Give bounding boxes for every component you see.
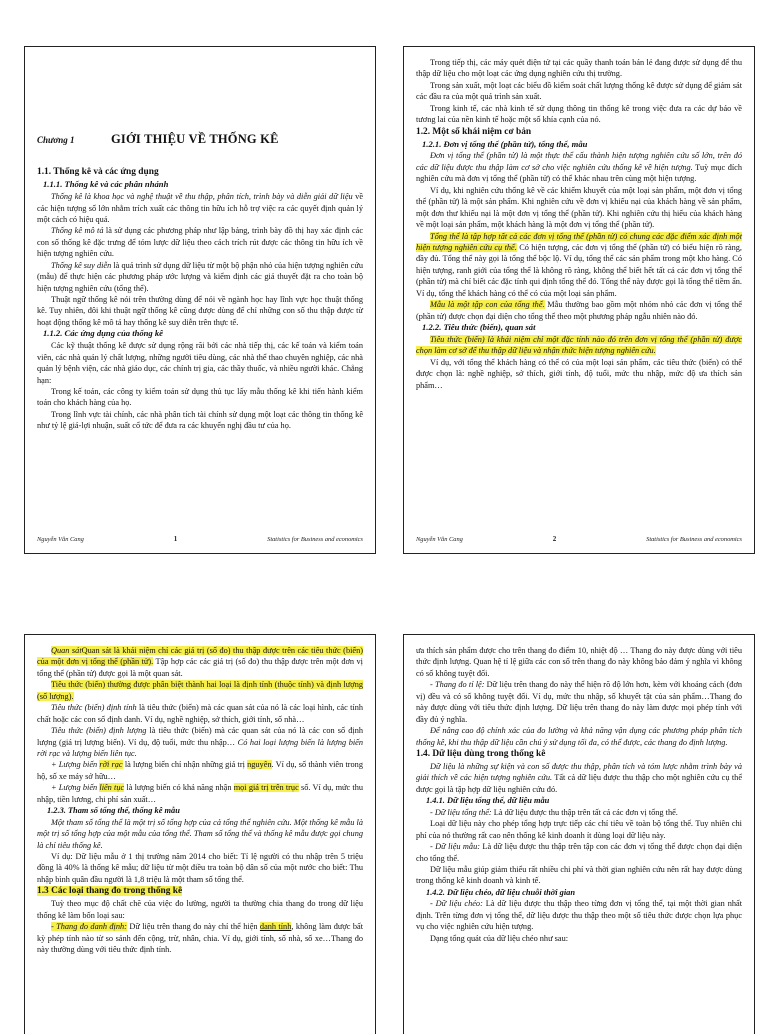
chapter-title: GIỚI THIỆU VỀ THỐNG KÊ: [111, 132, 279, 146]
term: - Thang đo tỉ lệ:: [430, 680, 485, 690]
paragraph: Trong lĩnh vực tài chính, các nhà phân tích tài chính sử dụng một loạt các thông tin thống kê như tỷ lệ giá-lợi nhuận, suất cổ tức để đưa ra các khuyến nghị đầu tư của họ.: [37, 409, 363, 431]
paragraph: - Thang đo tỉ lệ: Dữ liệu trên thang đo này thể hiện rõ độ lớn hơn, kèm với khoảng cách (đơn vị) đều và có số không tuyệt đối. Ví dụ, mức thu nhập, số khuyết tật của sản phẩm…Thang đo này được dùng với tiêu thức định lượng. Dữ liệu trên thang đo này làm được mọi phép tính với đầy đủ ý nghĩa.: [416, 680, 742, 724]
paragraph: Một tham số tổng thể là một trị số tổng hợp của cả tổng thể nghiên cứu. Một thống kê mẫu là một trị số tổng hợp của một mẫu của tổng thể. Tham số tổng thể và thống kê mẫu được gọi chung là chỉ tiêu thống kê.: [37, 817, 363, 850]
paragraph: Tổng thể là tập hợp tất cả các đơn vị tổng thể (phần tử) có chung các đặc điểm xác định một hiện tượng nghiên cứu cụ thể. Có hiện tượng, các đơn vị tổng thể (phần tử) có biểu hiện rõ ràng, đầy đủ. Tổng thể này gọi là tổng thể bộc lộ. Ví dụ, tổng thể các sản phẩm trong một kho hàng. Có hiện tượng, ranh giới của tổng thể là không rõ ràng, không thể biết hết tất cả các đơn vị tổng thể (phần tử) mà chỉ biết các đặc tính qui định tổng thể đó. Tổng thể này được gọi là tổng thể tiềm ẩn. Ví dụ, tổng thể khách hàng có thể có của một loại sản phẩm.: [416, 231, 742, 298]
paragraph: [416, 334, 742, 357]
paragraph: Các kỹ thuật thống kê được sử dụng rộng rãi bởi các nhà tiếp thị, các kế toán và kiểm toán viên, các nhà quản lý chất lượng, những người tiêu dùng, các nhà thể thao chuyên nghiệp, các nhà quản lý bệnh viện, các nhà giáo dục, các chính trị gia, các thầy thuốc, và nhiều người khác. Chẳng hạn:: [37, 341, 363, 385]
paragraph: Dạng tổng quát của dữ liệu chéo như sau:: [430, 933, 569, 943]
document-page-2: [403, 46, 755, 554]
page-footer: [37, 535, 363, 543]
highlighted-text: Quan sát là khái niệm chỉ các giá trị (số đo) thu thập được trên các tiêu thức (biến) của một đơn vị tổng thể (phần tử).: [37, 646, 363, 667]
term: Tiêu thức (biến) định tính: [51, 703, 137, 713]
paragraph: - Dữ liệu mẫu: Là dữ liệu được thu thập trên tập con các đơn vị tổng thể được chọn đại diện cho tổng thể.: [416, 842, 742, 863]
section-heading-1-1: 1.1. Thống kê và các ứng dụng: [37, 167, 159, 178]
footer-author: Nguyễn Văn Cang: [416, 535, 463, 543]
footer-author: Nguyễn Văn Cang: [37, 535, 84, 543]
page-number: 2: [552, 535, 557, 543]
chapter-number: Chương 1: [37, 135, 75, 145]
section-heading-1-2: 1.2. Một số khái niệm cơ bản: [416, 126, 532, 137]
section-heading-1-3: 1.3 Các loại thang đo trong thống kê: [37, 886, 183, 897]
term: - Dữ liệu tổng thể:: [430, 807, 492, 817]
paragraph: Loại dữ liệu này cho phép tổng hợp trực tiếp các chỉ tiêu về toàn bộ tổng thể. Tuy nhiên chi phí của nó thường rất cao nên thống kê kinh doanh ít dùng loại dữ liệu này.: [416, 819, 742, 840]
paragraph: Thuật ngữ thống kê nói trên thường dùng để nói về ngành học hay lĩnh vực học thuật thống kê. Tuy nhiên, đôi khi thuật ngữ thống kê cũng được dùng để chỉ những con số thu thập được từ hoạt động thống kê mô tả hay thống kê suy diễn trên thực tế.: [37, 295, 363, 327]
highlighted-term: rời rạc: [99, 760, 123, 770]
paragraph: Đơn vị tổng thể (phần tử) là một thực thể cấu thành hiện tượng nghiên cứu số lớn, trên đó các dữ liệu được thu thập làm cơ sở cho việc nghiên cứu thống kê về hiện tượng. Tuỳ mục đích nghiên cứu mà đơn vị tổng thể (phần tử) có thể khác nhau trên cùng một hiện tượng.: [416, 151, 742, 184]
section-heading-1-4: 1.4. Dữ liệu dùng trong thống kê: [416, 748, 546, 759]
subsection-heading-1-4-2: 1.4.2. Dữ liệu chéo, dữ liệu chuỗi thời gian: [426, 887, 576, 897]
paragraph: Ví dụ: Dữ liệu mẫu ở 1 thị trường năm 2014 cho biết: Tỉ lệ người có thu nhập trên 5 triệu đồng là 40% là thống kê mẫu; dữ liệu từ một điều tra toàn bộ dân số của một nước cho biết: Thu nhập bình quân đầu người là 1,8 triệu là một tham số tổng thể.: [37, 852, 363, 884]
term: Quan sát: [51, 646, 82, 655]
paragraph: Dữ liệu mẫu giúp giảm thiểu rất nhiều chi phí và thời gian nghiên cứu nên rất hay được dùng trong thống kê kinh doanh và kinh tế.: [416, 865, 742, 886]
paragraph: Để nâng cao độ chính xác của đo lường và khả năng vận dụng các phương pháp phân tích thống kê, khi thu thập dữ liệu cần chú ý sử dụng tối đa, có thể được, các thang đo định lượng.: [416, 726, 742, 747]
highlighted-definition: [51, 646, 82, 655]
subsection-heading-1-2-1: 1.2.1. Đơn vị tổng thể (phần tử), tổng thể, mẫu: [422, 138, 588, 149]
highlighted-term: danh tính: [259, 922, 292, 932]
paragraph: + Lượng biến rời rạc là lượng biến chỉ nhận những giá trị nguyên. Ví dụ, số thành viên trong hộ, số xe máy sở hữu…: [37, 760, 363, 781]
subsection-heading-1-1-2: 1.1.2. Các ứng dụng của thống kê: [43, 328, 163, 339]
highlighted-term: - Thang đo danh định:: [51, 922, 127, 932]
subsection-heading-1-4-1: 1.4.1. Dữ liệu tổng thể, dữ liệu mẫu: [426, 796, 550, 806]
chapter-heading: [37, 131, 363, 148]
paragraph: Dữ liệu là những sự kiện và con số được thu thập, phân tích và tóm lược nhằm trình bày và giải thích về các hiện tượng nghiên cứu. Tất cả dữ liệu được thu thập cho một nghiên cứu cụ thể được gọi là tập hợp dữ liệu nghiên cứu đó.: [416, 761, 742, 794]
paragraph: Trong kinh tế, các nhà kinh tế sử dụng thông tin thống kê trong việc đưa ra các dự báo về tương lai của nền kinh tế hoặc một số khía cạnh của nó.: [416, 103, 742, 125]
term: - Dữ liệu chéo:: [430, 899, 483, 909]
highlighted-term: nguyên: [247, 760, 272, 770]
paragraph: Trong sản xuất, một loạt các biểu đồ kiểm soát chất lượng thống kê được sử dụng để giám sát các đầu ra của một quá trình sản xuất.: [416, 80, 742, 102]
definition-text: Thống kê là khoa học và nghệ thuật về thu thập, phân tích, trình bày và diễn giải dữ liệu: [51, 192, 353, 202]
definition-text: Đơn vị tổng thể (phần tử) là một thực thể cấu thành hiện tượng nghiên cứu số lớn, trên đó các dữ liệu được thu thập làm cơ sở cho việc nghiên cứu thống kê về hiện tượng.: [416, 151, 742, 172]
paragraph: Ví dụ, với tổng thể khách hàng có thể có của một loại sản phẩm, các tiêu thức (biến) có thể được chọn là: nghề nghiệp, sở thích, giới tính, độ tuổi, mức thu nhập, mức độ ưa thích sản phẩm…: [416, 357, 742, 390]
paragraph: ưa thích sản phẩm được cho trên thang đo điểm 10, nhiệt độ … Thang đo này được dùng với tiêu thức định lượng. Quan hệ tỉ lệ giữa các con số trên thang đo này không bảo đảm ý nghĩa vì không có số không tuyệt đối.: [416, 646, 742, 678]
highlighted-term: mọi giá trị trên trục: [233, 783, 299, 793]
page-1-body: [37, 57, 363, 432]
footer-book-title: Statistics for Business and economics: [267, 535, 363, 543]
paragraph: + Lượng biến liên tục là lượng biến có khả năng nhận mọi giá trị trên trục số. Ví dụ, mức thu nhập, tiền lương, chi phí sản xuất…: [37, 783, 364, 804]
paragraph: Ví dụ, khi nghiên cứu thống kê về các khiếm khuyết của một loại sản phẩm, một đơn vị tổng thể (phần tử) là một sản phẩm. Khi nghiên cứu về đơn vị khiếu nại của khách hàng về sản phẩm, một đơn thư khiếu nại là một đơn vị tổng thể (phần tử). Khi nghiên cứu thị hiếu của khách hàng về một loại sản phẩm, một khách hàng là một đơn vị tổng thể (phần tử).: [416, 185, 742, 230]
highlighted-definition: Mẫu là một tập con của tổng thể.: [430, 300, 545, 310]
paragraph: - Dữ liệu tổng thể: Là dữ liệu được thu thập trên tất cả các đơn vị tổng thể.: [430, 807, 678, 817]
paragraph: Trong kế toán, các công ty kiểm toán sử dụng thủ tục lấy mẫu thống kê khi tiến hành kiểm toán cho khách hàng của họ.: [37, 386, 363, 408]
definition-text: Dữ liệu là những sự kiện và con số được thu thập, phân tích và tóm lược nhằm trình bày và giải thích về các hiện tượng nghiên cứu.: [416, 761, 742, 783]
document-page-1: [24, 46, 376, 554]
document-page-4: [403, 634, 755, 1034]
subsection-heading-1-1-1: 1.1.1. Thống kê và các phân nhánh: [43, 179, 169, 190]
term: Thống kê mô tả: [51, 226, 104, 236]
page-4-body: [416, 645, 742, 944]
paragraph: Tuỳ theo mục độ chất chẽ của việc đo lường, người ta thường chia thang đo trong dữ liệu thống kê làm bốn loại sau:: [37, 899, 363, 920]
document-page-3: [24, 634, 376, 1034]
highlighted-definition: Tổng thể là tập hợp tất cả các đơn vị tổng thể (phần tử) có chung các đặc điểm xác định một hiện tượng nghiên cứu cụ thể.: [416, 231, 742, 252]
page-3-body: [37, 645, 363, 956]
term: Tiêu thức (biến) định lượng: [51, 726, 147, 736]
subsection-heading-1-2-2: 1.2.2. Tiêu thức (biến), quan sát: [422, 322, 536, 333]
page-2-body: [416, 57, 742, 391]
paragraph: Thống kê là khoa học và nghệ thuật về thu thập, phân tích, trình bày và diễn giải dữ liệu về các hiện tượng số lớn nhằm trích xuất các thông tin hữu ích hỗ trợ việc ra các quyết định quản lý một cách có hiệu quả.: [37, 192, 363, 224]
paragraph: Mẫu là một tập con của tổng thể. Mẫu thường bao gồm một nhóm nhỏ các đơn vị tổng thể (phần tử) được chọn đại diện cho tổng thể theo một phương pháp ngẫu nhiên nào đó.: [416, 300, 742, 321]
paragraph: [37, 679, 363, 702]
paragraph: Thống kê suy diễn là quá trình sử dụng dữ liệu từ một bộ phận nhỏ của hiện tượng nghiên cứu (mẫu) để thực hiện các phương pháp ước lượng và kiểm định các giả thuyết đặt ra cho toàn bộ hiện tượng nghiên cứu (tổng thể).: [37, 260, 364, 293]
highlighted-term: liên tục: [99, 783, 125, 793]
footer-book-title: Statistics for Business and economics: [646, 535, 742, 543]
term: - Dữ liệu mẫu:: [430, 842, 480, 852]
page-number: 1: [173, 535, 178, 543]
paragraph: Thống kê mô tả là sử dụng các phương pháp như lập bảng, trình bày đồ thị hay xác định các con số thống kê đặc trưng để tóm lược dữ liệu theo cách trích rút được các thông tin hữu ích về hiện tượng nghiên cứu.: [37, 226, 363, 259]
paragraph: Tiêu thức (biến) định tính là tiêu thức (biến) mà các quan sát của nó là các loại hình, các tính chất hoặc các con số định danh. Ví dụ, nghề nghiệp, sở thích, giới tính, số nhà…: [37, 703, 363, 724]
term: Thống kê suy diễn: [51, 260, 112, 270]
paragraph: - Thang đo danh định: Dữ liệu trên thang đo này chỉ thể hiện danh tính, không làm được bất kỳ phép tính nào từ so sánh đến cộng, trừ, nhân, chia. Ví dụ, giới tính, số nhà, số xe…Thang đo này thường dùng với tiêu thức định tính.: [37, 922, 364, 955]
highlighted-definition: Tiêu thức (biến) là khái niệm chỉ một đặc tính nào đó trên đơn vị tổng thể (phần tử) được chọn làm cơ sở để thu thập dữ liệu và nhận thức hiện tượng nghiên cứu.: [416, 334, 742, 356]
page-footer: [416, 535, 742, 543]
paragraph: Trong tiếp thị, các máy quét điện tử tại các quầy thanh toán bán lẻ đang được sử dụng để thu thập dữ liệu cho một loạt các ứng dụng nghiên cứu thị trường.: [416, 58, 742, 79]
paragraph: Quan sátQuan sát là khái niệm chỉ các giá trị (số đo) thu thập được trên các tiêu thức (biến) của một đơn vị tổng thể (phần tử). Tập hợp các các giá trị (số đo) thu thập được trên một đơn vị tổng thể (phần tử) được gọi là một quan sát.: [37, 646, 363, 678]
subsection-heading-1-2-3: 1.2.3. Tham số tổng thể, thống kê mẫu: [47, 806, 180, 816]
paragraph: - Dữ liệu chéo: Là dữ liệu được thu thập theo từng đơn vị tổng thể, tại một thời gian nhất định. Trên từng đơn vị tổng thể, dữ liệu được thu thập theo một số tiêu thức được chọn lựa phục vụ cho việc nghiên cứu hiện tượng.: [416, 899, 742, 932]
highlighted-text: Tiêu thức (biến) thường được phân biệt thành hai loại là định tính (thuộc tính) và định lượng (số lượng).: [37, 680, 363, 701]
paragraph: Tiêu thức (biến) định lượng là tiêu thức (biến) mà các quan sát của nó là các con số định lượng (giá trị lượng biến). Ví dụ, độ tuổi, mức thu nhập… Có hai loại lượng biến là lượng biến rời rạc và lượng biến liên tục.: [37, 726, 363, 758]
